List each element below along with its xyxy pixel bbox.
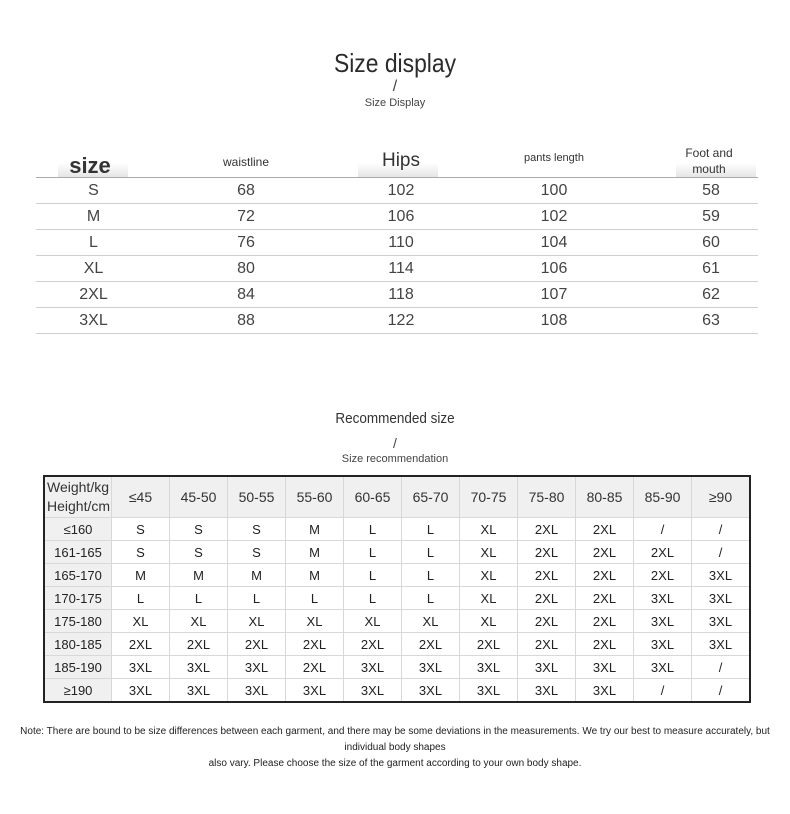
size-recommendation-cell: 2XL [634,564,692,587]
size-cell: S [88,182,99,199]
size-recommendation-cell: S [112,518,170,541]
size-recommendation-cell: L [344,587,402,610]
size-cell: 76 [237,234,255,251]
size-recommendation-cell: 3XL [634,633,692,656]
size-recommendation-cell: 3XL [460,656,518,679]
size-cell: L [89,234,98,251]
size-recommendation-cell: 2XL [112,633,170,656]
size-recommendation-cell: M [228,564,286,587]
size-cell: XL [83,260,104,277]
height-label: 165-170 [44,564,112,587]
size-recommendation-cell: L [112,587,170,610]
recommended-subtitle: Size recommendation [341,453,449,465]
note-line-2: also vary. Please choose the size of the garment according to your own body shape. [208,758,582,769]
size-recommendation-cell: 3XL [402,679,460,703]
size-recommendation-cell: 3XL [634,587,692,610]
size-cell: 102 [540,208,568,225]
size-cell: 108 [540,312,568,329]
size-cell: 68 [237,182,255,199]
height-label: 161-165 [44,541,112,564]
size-recommendation-cell: 3XL [692,564,751,587]
size-recommendation-cell: 2XL [576,541,634,564]
size-recommendation-cell: 2XL [286,656,344,679]
size-cell: 84 [237,286,255,303]
size-recommendation-cell: 3XL [402,656,460,679]
size-recommendation-cell: S [112,541,170,564]
size-recommendation-cell: L [286,587,344,610]
header-hips: Hips [381,150,420,171]
size-recommendation-cell: / [692,656,751,679]
size-cell: 80 [237,260,255,277]
weight-axis-label: Weight/kg [47,479,109,495]
size-recommendation-cell: M [286,541,344,564]
size-cell: 102 [387,182,415,199]
size-table-header [36,143,758,177]
weight-header: 70-75 [460,476,518,518]
size-recommendation-cell: XL [344,610,402,633]
size-recommendation-cell: 2XL [460,633,518,656]
size-recommendation-cell: 3XL [228,656,286,679]
size-cell: 62 [702,286,720,303]
height-label: 180-185 [44,633,112,656]
size-recommendation-cell: 2XL [518,541,576,564]
height-row [44,541,750,564]
size-recommendation-cell: 2XL [286,633,344,656]
header-pants-length: pants length [524,152,584,164]
size-row [36,282,758,308]
size-cell: 122 [387,312,415,329]
size-cell: 106 [387,208,415,225]
size-recommendation-cell: 2XL [518,610,576,633]
size-cell: 107 [540,286,568,303]
height-label: 170-175 [44,587,112,610]
size-recommendation-cell: 3XL [576,679,634,703]
size-recommendation-cell: XL [460,541,518,564]
size-recommendation-cell: XL [402,610,460,633]
size-cell: 3XL [79,312,108,329]
size-recommendation-cell: L [344,518,402,541]
size-row [36,256,758,282]
size-recommendation-cell: L [402,587,460,610]
header-size: size [69,153,111,178]
size-recommendation-cell: L [170,587,228,610]
size-recommendation-cell: L [402,564,460,587]
size-recommendation-cell: S [228,541,286,564]
height-row [44,587,750,610]
size-recommendation-cell: 3XL [518,656,576,679]
measurement-note [0,724,790,772]
size-recommendation-cell: / [634,518,692,541]
size-recommendation-cell: / [692,679,751,703]
size-cell: M [86,208,101,225]
size-recommendation-cell: 3XL [112,656,170,679]
size-recommendation-cell: L [228,587,286,610]
size-cell: 63 [702,312,720,329]
size-recommendation-cell: 2XL [576,564,634,587]
header-foot-and-mouth: Foot and mouth [685,146,733,176]
size-recommendation-cell: 2XL [576,610,634,633]
size-recommendation-cell: 2XL [634,541,692,564]
weight-header: 45-50 [170,476,228,518]
weight-header: 85-90 [634,476,692,518]
size-recommendation-cell: XL [460,610,518,633]
size-recommendation-cell: L [402,541,460,564]
size-recommendation-cell: 3XL [634,656,692,679]
size-recommendation-cell: 3XL [112,679,170,703]
weight-header: 55-60 [286,476,344,518]
size-recommendation-cell: 2XL [402,633,460,656]
size-recommendation-cell: 3XL [286,679,344,703]
size-row [36,230,758,256]
size-recommendation-cell: XL [112,610,170,633]
size-recommendation-cell: 3XL [692,610,751,633]
size-recommendation-cell: XL [286,610,344,633]
size-recommendation-cell: 2XL [344,633,402,656]
weight-header-row [44,476,750,518]
size-recommendation-cell: 2XL [518,587,576,610]
size-display-slash: / [392,78,398,95]
size-recommendation-cell: 3XL [634,610,692,633]
size-recommendation-cell: XL [460,518,518,541]
height-row [44,656,750,679]
size-cell: 72 [237,208,255,225]
weight-header: ≤45 [112,476,170,518]
size-recommendation-cell: / [634,679,692,703]
size-recommendation-cell: M [286,564,344,587]
size-display-title: Size display [333,48,457,78]
height-label: 185-190 [44,656,112,679]
size-cell: 106 [540,260,568,277]
size-recommendation-cell: 3XL [228,679,286,703]
size-recommendation-cell: / [692,518,751,541]
size-cell: 61 [702,260,720,277]
size-row [36,204,758,230]
size-recommendation-cell: 2XL [576,518,634,541]
size-cell: 60 [702,234,720,251]
size-cell: 58 [702,182,720,199]
size-recommendation-cell: 3XL [170,656,228,679]
height-label: 175-180 [44,610,112,633]
size-recommendation-cell: XL [460,587,518,610]
height-row [44,610,750,633]
header-waistline: waistline [222,155,270,169]
size-recommendation-cell: 3XL [692,587,751,610]
height-label: ≤160 [44,518,112,541]
size-recommendation-cell: XL [460,564,518,587]
size-recommendation-cell: S [170,518,228,541]
size-recommendation-cell: L [344,541,402,564]
height-row [44,518,750,541]
size-cell: 118 [388,286,414,303]
height-row [44,633,750,656]
weight-header: 50-55 [228,476,286,518]
size-recommendation-cell: L [402,518,460,541]
size-recommendation-cell: 3XL [576,656,634,679]
size-recommendation-cell: M [286,518,344,541]
size-recommendation-cell: 2XL [518,564,576,587]
size-cell: 110 [388,234,414,251]
weight-header: 60-65 [344,476,402,518]
note-line-1: Note: There are bound to be size differences between each garment, and there may be some deviations in the measurements. We try our best to measure accurately, but individual body shapes [20,726,770,753]
recommendation-table [43,475,751,703]
weight-header: 65-70 [402,476,460,518]
size-cell: 104 [540,234,568,251]
size-recommendation-cell: / [692,541,751,564]
size-recommendation-cell: 3XL [518,679,576,703]
size-recommendation-cell: 3XL [344,679,402,703]
size-display-subtitle: Size Display [364,97,426,109]
recommended-slash: / [393,435,397,451]
size-recommendation-cell: S [228,518,286,541]
size-recommendation-cell: L [344,564,402,587]
size-cell: 2XL [79,286,108,303]
size-recommendation-cell: XL [170,610,228,633]
size-recommendation-cell: XL [228,610,286,633]
size-recommendation-cell: 2XL [576,633,634,656]
size-recommendation-cell: 2XL [170,633,228,656]
size-row [36,308,758,334]
size-cell: 100 [540,182,568,199]
weight-header: 80-85 [576,476,634,518]
size-row [36,178,758,204]
size-table [36,143,758,334]
size-recommendation-cell: S [170,541,228,564]
weight-header: ≥90 [692,476,751,518]
weight-header: 75-80 [518,476,576,518]
size-cell: 59 [702,208,720,225]
size-recommendation-cell: M [112,564,170,587]
size-recommendation-cell: 3XL [170,679,228,703]
size-recommendation-cell: 2XL [518,518,576,541]
size-recommendation-cell: 3XL [460,679,518,703]
size-table-body [36,178,758,334]
height-row [44,564,750,587]
size-recommendation-cell: M [170,564,228,587]
height-axis-label: Height/cm [47,498,111,514]
corner-cell [44,476,112,518]
size-recommendation-cell: 2XL [518,633,576,656]
size-recommendation-cell: 2XL [228,633,286,656]
size-recommendation-cell: 3XL [692,633,751,656]
size-recommendation-cell: 3XL [344,656,402,679]
height-label: ≥190 [44,679,112,703]
size-cell: 88 [237,312,255,329]
size-recommendation-cell: 2XL [576,587,634,610]
height-row [44,679,750,703]
size-cell: 114 [388,260,414,277]
recommended-title: Recommended size [335,410,455,427]
